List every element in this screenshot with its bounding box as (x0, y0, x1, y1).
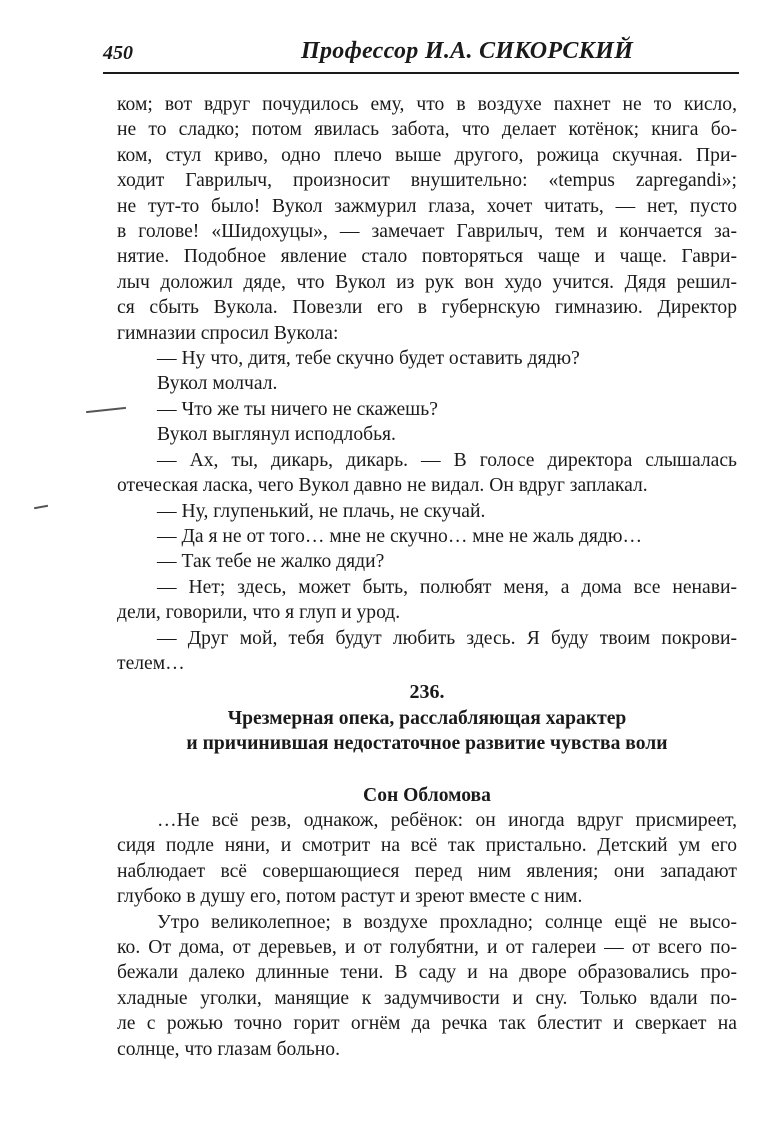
paragraph: …Не всё резв, однакож, ребёнок: он иногда вдруг присмиреет, сидя подле няни, и смотрит на всё так пристально. Детский ум его наблюдает всё совершающиеся перед ним явления; они западают глубоко в душу его, потом растут и зреют вместе с ним. (117, 809, 737, 908)
running-header (103, 38, 739, 74)
dialogue-line: — Ну что, дитя, тебе скучно будет оставить дядю? (157, 348, 580, 370)
text-line: нятие. Подобное явление стало повторяться чаще и чаще. Гаври- (117, 246, 737, 268)
page-number: 450 (103, 42, 133, 64)
text-line: гимназии спросил Вукола: (117, 322, 339, 344)
text-line: ком, стул криво, одно плечо выше другого, рожица скучная. При- (117, 144, 737, 166)
text-line: не то сладко; потом явилась забота, что делает котёнок; книга бо- (117, 119, 737, 141)
dialogue-line: — Да я не от того… мне не скучно… мне не жаль дядю… (157, 525, 643, 547)
dialogue-line: — Так тебе не жалко дяди? (157, 551, 385, 573)
dialogue-line: — Нет; здесь, может быть, полюбят меня, а дома все ненави- дели, говорили, что я глуп и урод. (117, 576, 737, 624)
section-title-line: и причинившая недостаточное развитие чувства воли (186, 733, 668, 755)
section-number: 236. (409, 681, 445, 704)
dialogue-line: Вукол молчал. (157, 373, 278, 395)
text-line: лыч доложил дяде, что Вукол из рук вон худо учится. Дядя решил- (117, 271, 737, 293)
section-title-line: Чрезмерная опека, расслабляющая характер (227, 707, 627, 729)
dialogue-line: — Ну, глупенький, не плачь, не скучай. (157, 500, 486, 522)
dialogue-line: — Друг мой, тебя будут любить здесь. Я буду твоим покрови- телем… (117, 627, 737, 674)
dialogue-line: — Ах, ты, дикарь, дикарь. — В голосе директора слышалась отеческая ласка, чего Вукол давно не видал. Он вдруг заплакал. (117, 449, 737, 497)
section-subtitle: Сон Обломова (363, 784, 491, 806)
text-line: ком; вот вдруг почудилось ему, что в воздухе пахнет не то кисло, (117, 94, 737, 115)
margin-mark (34, 505, 48, 509)
dialogue-line: Вукол выглянул исподлобья. (157, 424, 396, 446)
paragraph: Утро великолепное; в воздухе прохладно; солнце ещё не высо- ко. От дома, от деревьев, и от голубятни, и от галереи — от всего по- бежали далеко длинные тени. В саду и на дворе образовались про- хладные уголки, манящие к задумчивости и сну. Только вдали по- ле с рожью точно горит огнём да речка так блестит и сверкает на солнце, что глазам больно. (117, 911, 737, 1060)
running-title: Профессор И.А. СИКОРСКИЙ (301, 38, 634, 64)
spacer (117, 757, 737, 783)
page-body (117, 92, 737, 1062)
text-line: не тут-то было! Вукол зажмурил глаза, хочет читать, — нет, пусто (117, 195, 737, 217)
text-line: ся сбыть Вукола. Повезли его в губернскую гимназию. Директор (117, 297, 737, 319)
text-line: в голове! «Шидохуцы», — замечает Гаврилыч, тем и кончается за- (117, 221, 737, 243)
text-line: ходит Гаврилыч, произносит внушительно: «tempus zapregandi»; (117, 170, 737, 192)
paragraph (117, 92, 737, 346)
dialogue-line: — Что же ты ничего не скажешь? (157, 398, 438, 420)
